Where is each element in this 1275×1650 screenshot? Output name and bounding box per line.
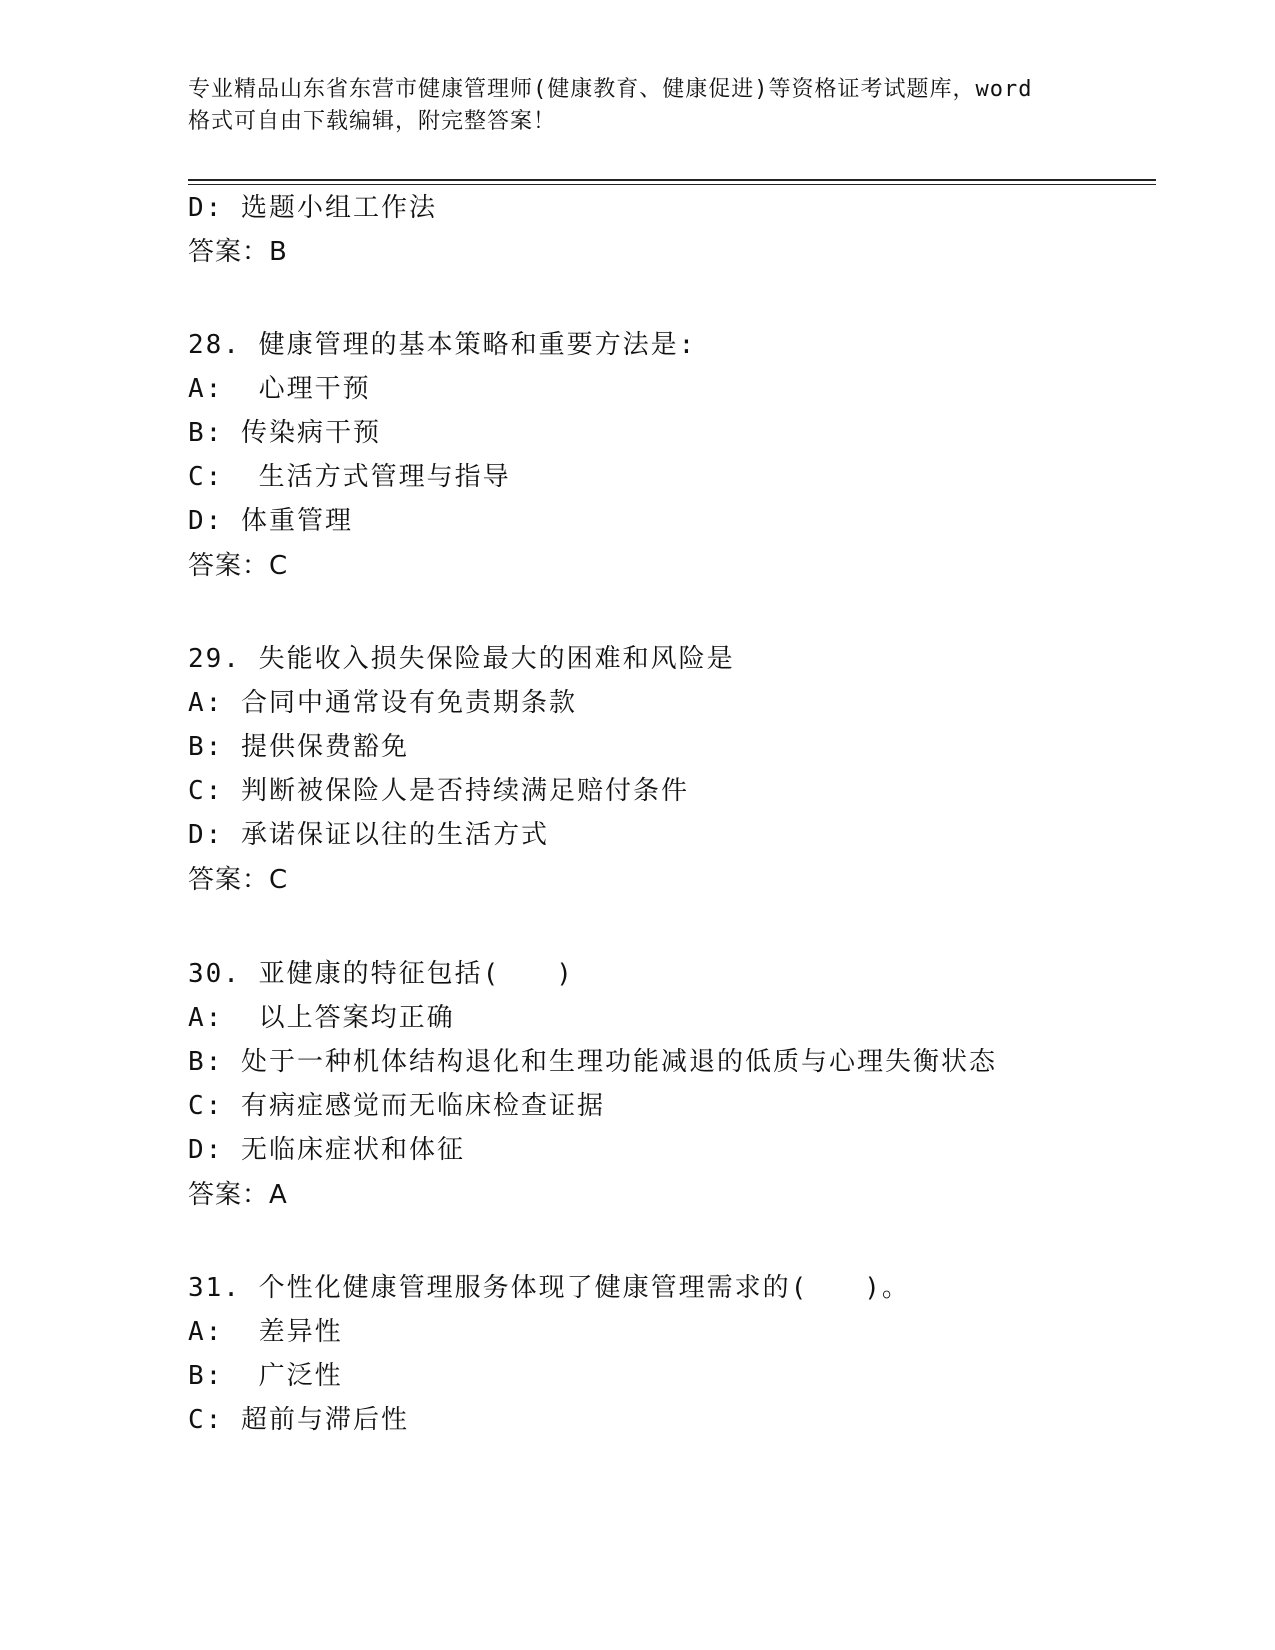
option-a: A: 心理干预 (188, 374, 371, 404)
answer-line: 答案：C (188, 865, 289, 895)
option-d: D: 承诺保证以往的生活方式 (188, 820, 549, 850)
option-a: A: 差异性 (188, 1317, 343, 1347)
header-line-2: 格式可自由下载编辑，附完整答案！ (188, 109, 557, 134)
question-stem: 29. 失能收入损失保险最大的困难和风险是 (188, 644, 735, 674)
option-c: C: 有病症感觉而无临床检查证据 (188, 1091, 605, 1121)
option-a: A: 以上答案均正确 (188, 1003, 455, 1033)
option-b: B: 广泛性 (188, 1361, 343, 1391)
question-stem: 31. 个性化健康管理服务体现了健康管理需求的( )。 (188, 1273, 910, 1303)
header-divider-thin (188, 184, 1156, 185)
option-c: C: 生活方式管理与指导 (188, 462, 511, 492)
option-d: D: 体重管理 (188, 506, 353, 536)
option-c: C: 超前与滞后性 (188, 1405, 409, 1435)
answer-line: 答案：C (188, 551, 289, 581)
option-d: D: 无临床症状和体征 (188, 1135, 465, 1165)
header-divider-thick (188, 179, 1156, 181)
option-d: D: 选题小组工作法 (188, 193, 437, 223)
option-b: B: 提供保费豁免 (188, 732, 409, 762)
question-stem: 28. 健康管理的基本策略和重要方法是: (188, 330, 697, 360)
option-c: C: 判断被保险人是否持续满足赔付条件 (188, 776, 689, 806)
option-b: B: 处于一种机体结构退化和生理功能减退的低质与心理失衡状态 (188, 1047, 997, 1077)
document-header (188, 74, 1088, 138)
option-b: B: 传染病干预 (188, 418, 381, 448)
answer-line: 答案：B (188, 237, 288, 267)
question-stem: 30. 亚健康的特征包括( ) (188, 959, 574, 989)
answer-line: 答案：A (188, 1180, 288, 1210)
header-line-1: 专业精品山东省东营市健康管理师(健康教育、健康促进)等资格证考试题库，word (188, 77, 1033, 102)
option-a: A: 合同中通常设有免责期条款 (188, 688, 577, 718)
